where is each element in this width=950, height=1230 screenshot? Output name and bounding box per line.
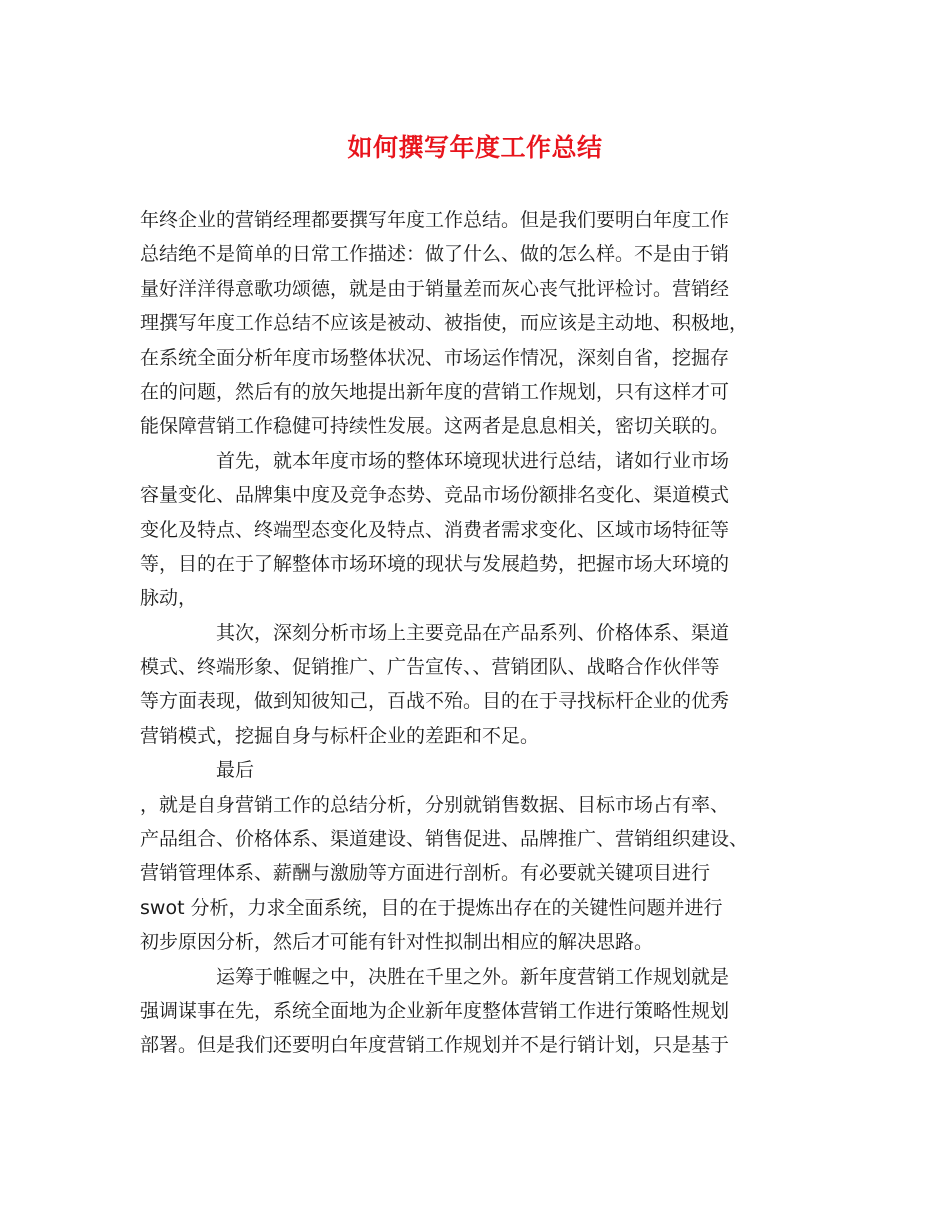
text-line: 容量变化、品牌集中度及竞争态势、竞品市场份额排名变化、渠道模式 — [140, 484, 730, 507]
text-line: 产品组合、价格体系、渠道建设、销售促进、品牌推广、营销组织建设、 — [140, 828, 749, 851]
text-line: 部署。但是我们还要明白年度营销工作规划并不是行销计划，只是基于 — [140, 1034, 730, 1057]
text-line: 量好洋洋得意歌功颂德，就是由于销量差而灰心丧气批评检讨。营销经 — [140, 277, 730, 300]
document-body — [140, 203, 820, 1063]
text-line: 最后 — [216, 759, 255, 782]
text-line: 初步原因分析，然后才可能有针对性拟制出相应的解决思路。 — [140, 931, 654, 954]
text-line: 运筹于帷幄之中，决胜在千里之外。新年度营销工作规划就是 — [216, 965, 730, 988]
text-line: swot 分析，力求全面系统，目的在于提炼出存在的关键性问题并进行 — [140, 896, 723, 919]
text-line: 模式、终端形象、促销推广、广告宣传、、营销团队、战略合作伙伴等 — [140, 656, 720, 679]
text-line: 营销模式，挖掘自身与标杆企业的差距和不足。 — [140, 724, 540, 747]
text-line: 营销管理体系、薪酬与激励等方面进行剖析。有必要就关键项目进行 — [140, 862, 711, 885]
text-line: 在的问题，然后有的放矢地提出新年度的营销工作规划，只有这样才可 — [140, 380, 730, 403]
document-title: 如何撰写年度工作总结 — [347, 133, 603, 162]
text-line: 强调谋事在先，系统全面地为企业新年度整体营销工作进行策略性规划 — [140, 999, 730, 1022]
text-line: 首先，就本年度市场的整体环境现状进行总结，诸如行业市场 — [216, 449, 730, 472]
text-line: 在系统全面分析年度市场整体状况、市场运作情况，深刻自省，挖掘存 — [140, 346, 730, 369]
text-line: 理撰写年度工作总结不应该是被动、被指使，而应该是主动地、积极地， — [140, 312, 749, 335]
text-line: ，就是自身营销工作的总结分析，分别就销售数据、目标市场占有率、 — [140, 793, 730, 816]
text-line: 能保障营销工作稳健可持续性发展。这两者是息息相关，密切关联的。 — [140, 415, 730, 438]
text-line: 总结绝不是简单的日常工作描述：做了什么、做的怎么样。不是由于销 — [140, 243, 730, 266]
text-line: 年终企业的营销经理都要撰写年度工作总结。但是我们要明白年度工作 — [140, 209, 730, 231]
text-line: 其次，深刻分析市场上主要竞品在产品系列、价格体系、渠道 — [216, 621, 730, 644]
text-line: 脉动， — [140, 587, 198, 610]
text-line: 等，目的在于了解整体市场环境的现状与发展趋势，把握市场大环境的 — [140, 552, 730, 575]
text-line: 变化及特点、终端型态变化及特点、消费者需求变化、区域市场特征等 — [140, 518, 730, 541]
text-line: 等方面表现，做到知彼知己，百战不殆。目的在于寻找标杆企业的优秀 — [140, 690, 730, 713]
